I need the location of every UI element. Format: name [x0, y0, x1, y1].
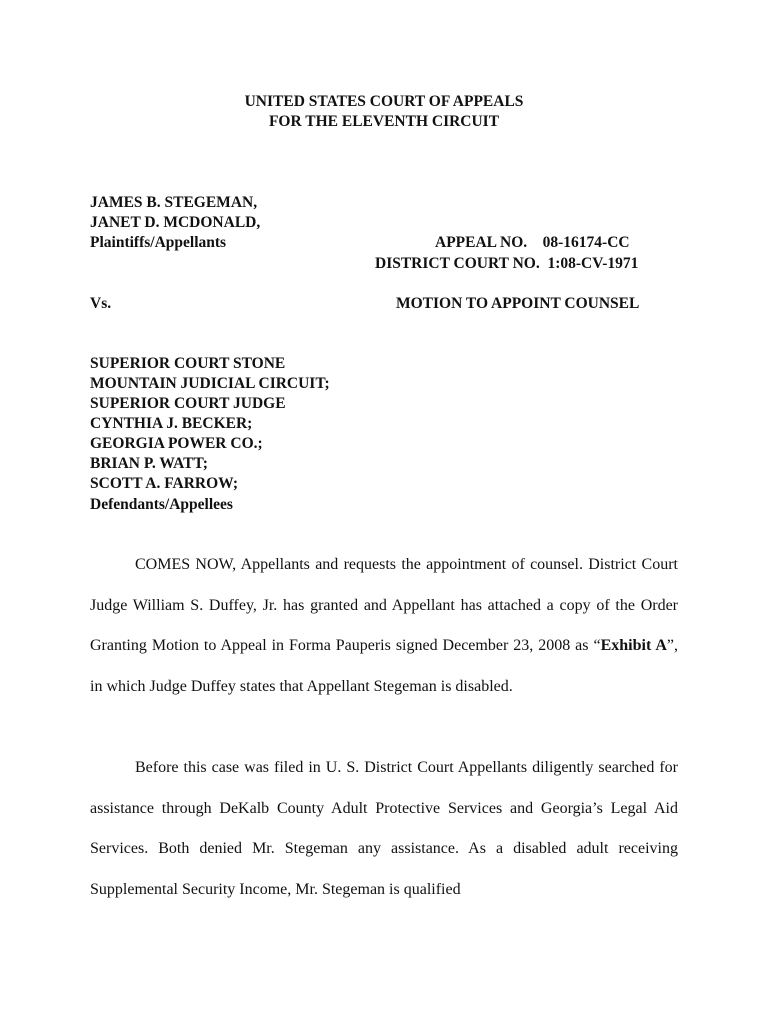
court-name-line-2: FOR THE ELEVENTH CIRCUIT	[268, 113, 500, 130]
defendant-line: GEORGIA POWER CO.;	[90, 435, 263, 452]
defendant-line: SUPERIOR COURT JUDGE	[90, 395, 286, 412]
defendant-line: BRIAN P. WATT;	[90, 455, 208, 472]
defendant-line: CYNTHIA J. BECKER;	[90, 415, 253, 432]
plaintiff-name-1: JAMES B. STEGEMAN,	[90, 194, 258, 211]
paragraph-2-text: Before this case was filed in U. S. District Court Appellants diligently searched for assistance through DeKalb County Adult Protective Services and Georgia’s Legal Aid Services. Both denied Mr. Stegeman any assistance. As a disabled adult receiving Supplemental Security Income, Mr. Stegeman is qualified	[90, 759, 678, 898]
plaintiff-name-2: JANET D. MCDONALD,	[90, 214, 261, 231]
defendants-role: Defendants/Appellees	[90, 496, 233, 513]
exhibit-reference: Exhibit A	[600, 637, 667, 654]
paragraph-1-text-end: ”, in which Judge Duffey states that Appellant Stegeman is disabled.	[90, 637, 679, 695]
motion-title: MOTION TO APPOINT COUNSEL	[396, 295, 640, 312]
paragraph-1-text-start: COMES NOW, Appellants and requests the appointment of counsel. District Court Judge William S. Duffey, Jr. has granted and Appellant has attached a copy of the Order Granting Motion to Appeal in Forma Pauperis signed December 23, 2008 as “	[90, 556, 678, 654]
defendant-line: MOUNTAIN JUDICIAL CIRCUIT;	[90, 375, 330, 392]
district-court-number: DISTRICT COURT NO. 1:08-CV-1971	[375, 255, 639, 272]
plaintiffs-role: Plaintiffs/Appellants	[90, 234, 227, 251]
appeal-number: APPEAL NO. 08-16174-CC	[435, 234, 630, 251]
court-name-line-1: UNITED STATES COURT OF APPEALS	[244, 93, 524, 110]
paragraph-2	[90, 748, 678, 910]
paragraph-1	[90, 545, 678, 707]
defendant-line: SUPERIOR COURT STONE	[90, 355, 286, 372]
defendant-line: SCOTT A. FARROW;	[90, 475, 238, 492]
versus-label: Vs.	[90, 295, 112, 312]
